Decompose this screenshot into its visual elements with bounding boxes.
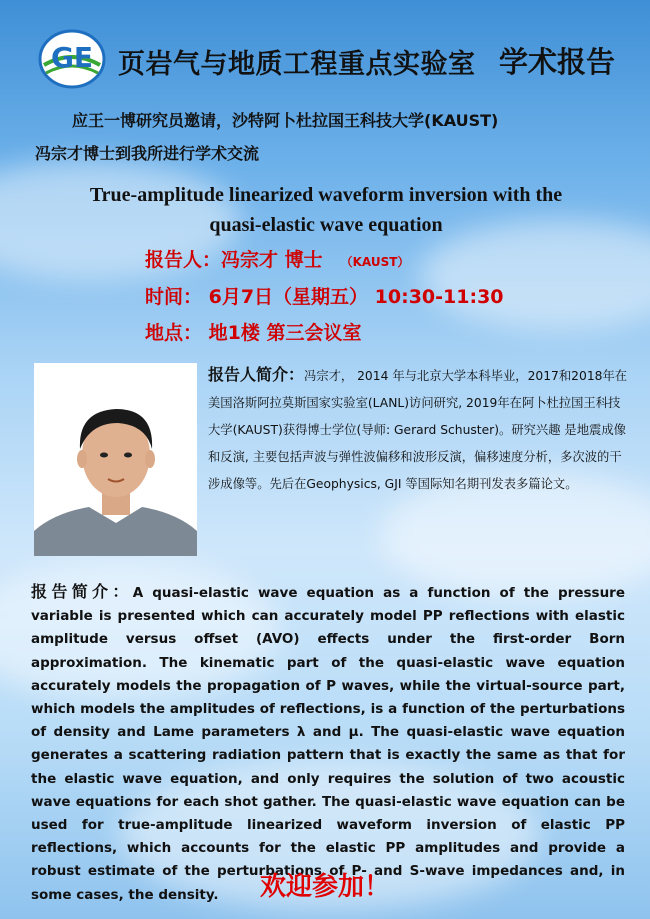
place-line: 地点： 地1楼 第三会议室 bbox=[145, 322, 362, 344]
time-line: 时间： 6月7日（星期五） 10:30-11:30 bbox=[145, 286, 504, 308]
speaker-name: 报告人：冯宗才 博士 bbox=[145, 249, 323, 271]
bio-label: 报告人简介： bbox=[208, 365, 305, 384]
lab-logo-icon bbox=[38, 29, 106, 89]
speaker-portrait-icon bbox=[34, 363, 197, 556]
welcome-message: 欢迎参加！ bbox=[259, 872, 390, 902]
speaker-line bbox=[145, 245, 409, 272]
speaker-photo bbox=[34, 363, 197, 556]
logo-text: GE bbox=[50, 41, 94, 74]
invitation-line-2: 冯宗才博士到我所进行学术交流 bbox=[35, 144, 260, 163]
abstract-label: 报告简介： bbox=[31, 582, 133, 601]
invitation-line-1: 应王一博研究员邀请，沙特阿卜杜拉国王科技大学(KAUST) bbox=[72, 111, 499, 130]
abstract-text: A quasi-elastic wave equation as a function of the pressure variable is presented which can accurately model PP reflections with elastic amplitude versus offset (AVO) effects under the first-order Born approximation. The kinematic part of the quasi-elastic wave equation accurately models the propagation of P waves, while the virtual-source part, which models the amplitudes of reflections, is a function of the perturbations of density and Lame parameters λ and μ. The quasi-elastic wave equation generates a scattering radiation pattern that is exactly the same as that for the elastic wave equation, and only requires the solution of two acoustic wave equations for each shot gather. The quasi-elastic wave equation can be used for true-amplitude linearized waveform inversion of elastic PP reflections, which accounts for the elastic PP amplitudes and provide a robust estimate of the perturbations of P- and S-wave impedances and, in some cases, the density. bbox=[31, 585, 625, 903]
talk-title-line-2: quasi-elastic wave equation bbox=[209, 214, 443, 236]
talk-title-line-1: True-amplitude linearized waveform inversion with the bbox=[89, 184, 563, 206]
bio-text: 冯宗才， 2014 年与北京大学本科毕业，2017和2018年在美国洛斯阿拉莫斯国家实验室(LANL)访问研究, 2019年在阿卜杜拉国王科技大学(KAUST)获得博士学位(导师: Gerard Schuster)。研究兴趣 是地震成像和反演, 主要包括声波与弹性波偏移和波形反演，偏移速度分析，多次波的干涉成像等。先后在Geophysics, GJI 等国际知名期刊发表多篇论文。 bbox=[208, 369, 628, 491]
talk-title bbox=[40, 180, 612, 240]
talk-abstract bbox=[31, 580, 625, 907]
report-type-heading: 学术报告 bbox=[499, 45, 616, 79]
poster-header bbox=[0, 22, 650, 102]
speaker-bio bbox=[208, 361, 628, 498]
speaker-affiliation: （KAUST） bbox=[340, 255, 410, 269]
lab-name: 页岩气与地质工程重点实验室 bbox=[118, 49, 476, 80]
